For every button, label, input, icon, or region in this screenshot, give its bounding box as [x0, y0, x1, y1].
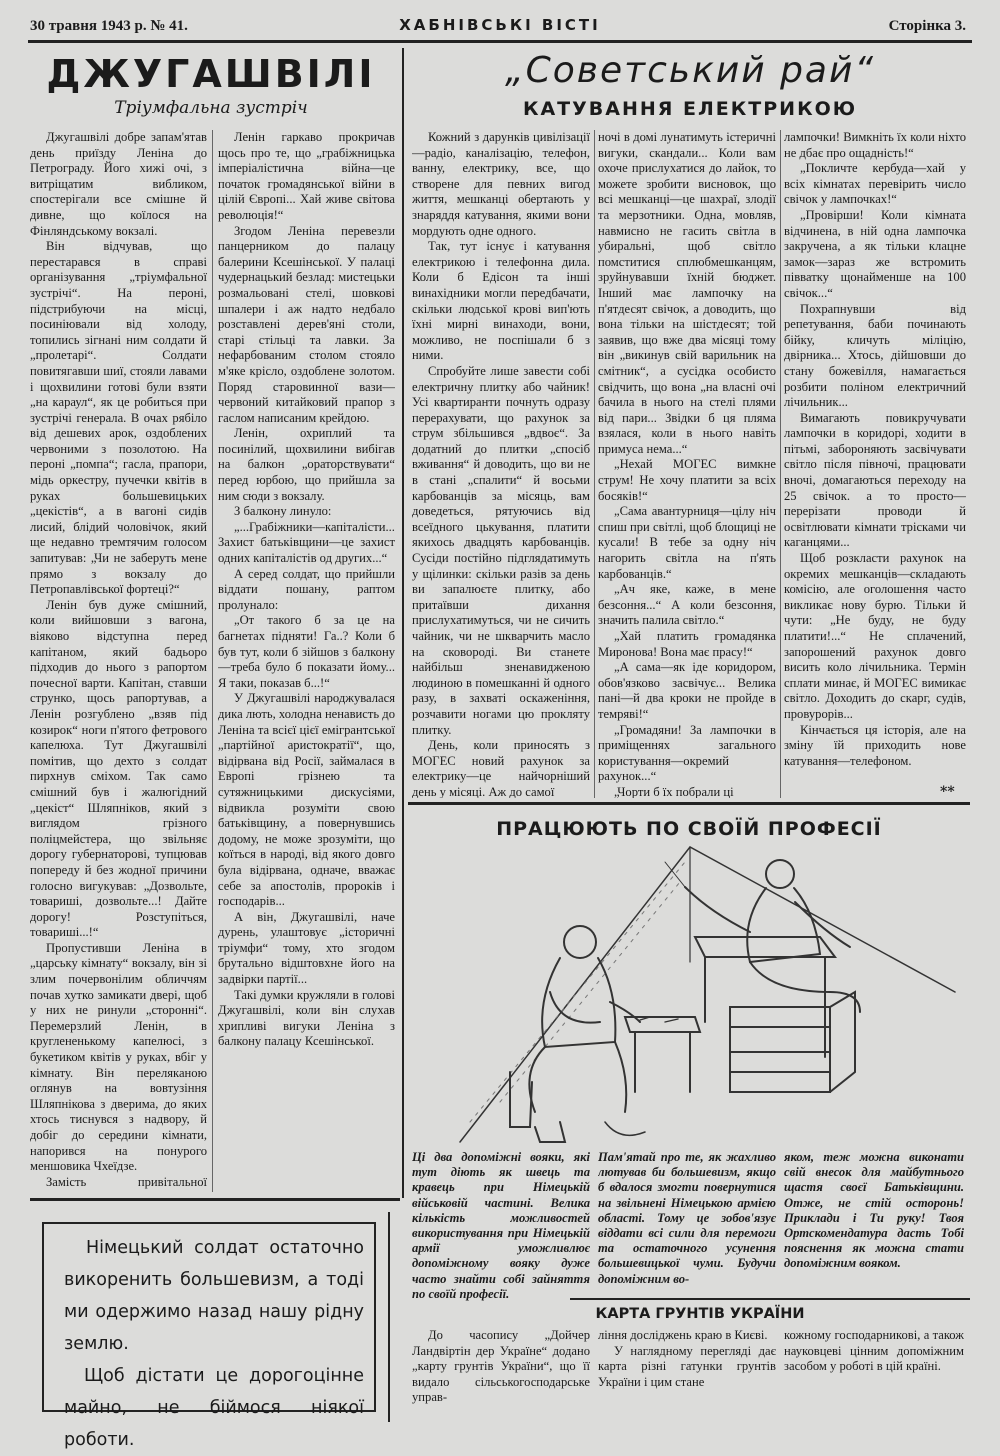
article1-paragraph: У Джугашвілі народжувалася дика лють, холодна ненависть до Леніна та всієї цієї емігрантської „партійної аристократії“, що, відірвана від Росії, займалася в Европі грізнею та сутяжницькими дискусіями, відвикла розуміти свою батьківщину, а повернувшись додому, не може зрозуміти, що коїться в народі, від якого довго була відірвана, одначе, вважає себе за апостолів, пророків і господарів...	[218, 691, 395, 909]
article1-paragraph: Згодом Леніна перевезли панцерником до палацу балерини Ксешінської. У палаці чудернацький безлад: мистецьки розмальовані стелі, шовкові шпалери і аж надто недбало розставлені дерев'яні столи, старі стільці та лавки. За нефарбованим столом стояло м'яке крісло, оздоблене золотом. Поряд старовинної вази—червоний китайковий прапор з гаслом написаним крейдою.	[218, 223, 395, 425]
article2-paragraph: Похрапнувши від репетування, баби починають бійку, кличуть міліцію, двірника... Хтось, дійшовши до стану божевілля, намагається розбити поліном електричний лічильник...	[784, 301, 966, 410]
notice-box	[42, 1222, 376, 1450]
article1-title: ДЖУГАШВІЛІ	[46, 52, 376, 96]
article2-paragraph: „Нехай МОГЕС вимкне струм! Не хочу платити за всіх босяків!“	[598, 457, 776, 503]
article3-paragraph: ління досліджень краю в Києві.	[598, 1328, 768, 1342]
article3-paragraph: кожному господарникові, а також науковцеві цінним допоміжним засобом у роботі в цій країні.	[784, 1328, 964, 1374]
article1-paragraph: Ленін, охриплий та посинілий, щохвилини вибігав на балкон „ораторствувати“ перед юрбою, що прийшла за ним сюди з вокзалу.	[218, 426, 395, 503]
article2-title: „Советський рай“	[504, 50, 876, 91]
column-divider-main	[402, 48, 404, 1198]
article1-paragraph: А він, Джугашвілі, наче дурень, улаштовує „історичні тріумфи“ тому, хто згодом брутально відштовхне його на задвірки партії...	[218, 909, 395, 987]
article1-paragraph: З балкону линуло:	[234, 504, 332, 519]
article2-paragraph: „Покличте кербуда—хай у всіх кімнатах перевірить число свічок у лампочках!“	[784, 161, 966, 207]
end-mark: **	[940, 784, 955, 800]
article1-paragraph: Він відчував, що перестарався в справі організування „тріумфальної зустрічі“. На пероні, підстрибуючи на місці, посиніювали від холоду, топились зігнані ним солдати й „пролетарі“. Солдати повитягавши шиї, стояли лавами і щохвилини готові були взяти „на караул“, як це робиться при зустрічі генерала. В очах рябіло від дешевих арок, оздоблених червоними з позолотою. На пероні „помпа“; гасла, прапори, мідь оркестру, пучечки квітів в руках большевицьких „цекістів“, а в вагоні сидів лисий, блідий чоловічок, який ще недавно тремтячим голосом запитував: „Чи не заберуть мене прямо з вокзалу до Петропавлівської фортеці?“	[30, 239, 207, 597]
article1-paragraph: Такі думки кружляли в голові Джугашвілі, коли він слухав хрипливі вигуки Леніна з балкону палацу Ксешінської.	[218, 987, 395, 1049]
article2-column-2	[598, 130, 776, 798]
issue-date: 30 травня 1943 р. № 41.	[30, 18, 188, 34]
notice-paragraph: Німецький солдат остаточно викоренить большевизм, а тоді ми одержимо назад нашу рідну землю.	[64, 1238, 364, 1354]
article1-paragraph: Ленін гаркаво прокричав щось про те, що „грабіжницька імперіалістична війна—це початок громадянської війни в цілій Європі... Хай живе світова революція!“	[218, 130, 395, 222]
article2-paragraph: „Провірши! Коли кімната відчинена, в ній одна лампочка закручена, а як тільки клацне замок—зараз же встромить півватку щонайменше на 100 свічок...“	[784, 207, 966, 300]
feature-caption-2: Пам'ятай про те, як жахливо лютував би большевизм, якщо б вдалося змогти повернутися на звільнені Німецькою армією області. Тому це зобов'язує віддати всі сили для перемоги та остаточного усунення большевицької чуми. Будучи допоміжним во-	[598, 1150, 776, 1286]
article3-title: КАРТА ГРУНТІВ УКРАЇНИ	[595, 1306, 805, 1322]
article1-bottom-rule	[30, 1198, 400, 1201]
article2-paragraph: Кінчається ця історія, але на зміну їй приходить нове катування—телефоном.	[784, 722, 966, 768]
article1-column-1	[30, 130, 207, 1192]
article2-paragraph: лампочки! Вимкніть їх коли ніхто не дбає про ощадність!“	[784, 130, 966, 160]
article2-column-divider	[594, 130, 595, 798]
article3-paragraph: До часопису „Дойчер Ландвіртін дер Україне“ додано „карту грунтів України“, що її видало сільськогосподарське управ-	[412, 1328, 590, 1405]
article2-column-3	[784, 130, 966, 798]
article1-column-2	[218, 130, 395, 1192]
article1-paragraph: „...Грабіжники—капіталісти... Захист батьківщини—це захист одних капіталістів од других...“	[218, 519, 395, 566]
header-rule	[28, 40, 972, 43]
article1-paragraph: Джугашвілі добре запам'ятав день приїзду Леніна до Петрограду. Його хижі очі, з витріщатим вибликом, спостерігали все смішне й дивне, що коїлося на Фінляндському вокзалі.	[30, 130, 207, 238]
article2-paragraph: ночі в домі лунатимуть істеричні вигуки, скандали... Коли вам охоче прислухатися до лайок, то можете зробити висновок, що всі мешканці—це шахраї, злодії та мерзотники. Одна, мовляв, навмисно не гасить світла в убиральні, щоб світло помститися сплюбмешканцям, зруйнувавши їхній бюджет. Інший має лампочку на п'ятдесят свічок, а доводить, що вона тільки на шістдесят; той заявив, що вже два місяці тому він „викинув свій варильник на смітник“, а сусідка особисто свідчить, що вона „на власні очі бачила в нього на стелі плями від пари... Звідки б ця пляма взялася, коли в нього навіть примуса нема...“	[598, 130, 776, 456]
article2-paragraph: Так, тут існує і катування електрикою і телефонна дила. Коли б Едісон та інші винахідники могли передбачати, скільки людської крові вип'ють їхні мирні винаходи, вони, можливо, не поспішали б з ними.	[412, 239, 590, 363]
article2-paragraph: Вимагають повикручувати лампочки в коридорі, ходити в пітьмі, забороняють засвічувати світло після півночі, працювати вночі, домагаються переходу на 25 свічок. а то просто—перерізати проводи й освітлювати кімнати трісками чи каганцями...	[784, 410, 966, 550]
article1-paragraph: Замість привітальної	[46, 1174, 207, 1189]
illustration-tailor-and-shoemaker	[440, 842, 960, 1147]
article1-paragraph: „От такого б за це на багнетах підняти! Га..? Коли б був тут, коли б зійшов з балкону—треба було б показати йому... Я таки, показав б...!“	[218, 613, 395, 690]
article2-paragraph: „Хай платить громадянка Миронова! Вона має прасу!“	[598, 629, 776, 659]
article2-paragraph: „Ач яке, каже, в мене безсоння...“ А коли безсоння, значить палила світло.“	[598, 582, 776, 628]
article2-paragraph: Щоб розкласти рахунок на окремих мешканців—складають комісію, але оголошення часто викликає нову бурю. Тільки й чути: „Не буду, не буду платити!...“ Не сплачений, запорошений рахунок довго висить коло лічильника. Термін сплати минає, й МОГЕС вимикає світло. Доходить до скарг, судів, провурорів...	[784, 551, 966, 721]
article2-paragraph: Спробуйте лише завести собі електричну плитку або чайник! Усі квартиранти почнуть одразу перерахувати, що рахунок за струм збільшився „вдвоє“. За додатний до плитки „спосіб вживання“ й доводить, що ви не в стані „спалити“ й восьми карбованців за місяць, вам доведеться, рятуючись від всеїдного цькування, платити якихось двадцять карбованців. Сусіди постійно підглядатимуть у щілинки: скільки разів за день ви запалюєте плитку, або притаївши дихання прислухатимуться, чи не сичить чайник, чи не шкварчить масло на сковороді. Ви станете найбільш зненавидженою людиною в помешканні й одного разу, в захваті оскаженіння, розчавити ногами цю прокляту плитку.	[412, 363, 590, 737]
article2-paragraph: „Сама авантурниця—цілу ніч спиш при світлі, щоб блощиці не кусали! В тебе за одну ніч нагорить світла на п'ять карбованців.“	[598, 504, 776, 581]
article2-column-divider	[780, 130, 781, 798]
feature-bottom-rule	[570, 1298, 970, 1300]
article1-paragraph: Пропустивши Леніна в „царську кімнату“ вокзалу, він зі злим почервонілим обличчям почав хутко замикати двері, щоб у них не ринули „сторонні“. Перемерзлий Ленін, в круглененькому капелюсі, з букетиком квітів у руках, вбіг у кімнату. Він переляканою оглянув на вовтузіння Шляпнікова з дверима, до яких хтось тиснувся з надвору, й добіг до середини кімнати, напорився на понурого меншовика Чхеїдзе.	[30, 940, 207, 1174]
article2-paragraph: „А сама—як іде коридором, обов'язково засвічує... Велика пані—й два кроки не пройде в темряві!“	[598, 660, 776, 721]
column-divider-lower	[388, 1212, 390, 1422]
article2-bottom-rule	[408, 802, 970, 805]
article2-paragraph: День, коли приносять з МОГЕС новий рахунок за електрику—це найчорніший день у місяці. Аж до самої	[412, 738, 590, 798]
article1-paragraph: А серед солдат, що прийшли віддати пошану, раптом пролунало:	[218, 566, 395, 612]
article2-column-1	[412, 130, 590, 798]
article3-column-3	[784, 1328, 964, 1422]
article2-paragraph: „Чорти б їх побрали ці	[614, 784, 734, 798]
newspaper-name: ХАБНІВСЬКІ ВІСТІ	[399, 16, 601, 34]
article1-paragraph: Ленін був дуже смішний, коли вийшовши з вагона, віяково відступна перед капітаном, який бадьоро підходив до нього з рапортом почесної варти. Капітан, ставши струнко, щось рапортував, а Ленін розгублено „взяв під козирок“ ноги п'ятого фетрового капелюха. Тут Джугашвілі помітив, що дехто з солдат пирхнув сміхом. Так само смішний був і жалюгідний „цекіст“ Шляпніков, який з виглядом грізного поліцмейстера, що звільняє дорогу губернаторові, тупцював попереду й без жодної причини голосно вигукував: „Дозвольте, товариші, дозвольте...! Дайте дорогу! Розступіться, товариші...!“	[30, 597, 207, 940]
article3-column-2	[598, 1328, 776, 1422]
feature-caption-1: Ці два допоміжні вояки, які тут діють як швець та кравець при Німецькій військовій частині. Велика кількість можливостей використування при Німецькій армії уможливлює допоміжному вояку дуже часто знайти собі зайняття по своїй професії.	[412, 1150, 590, 1301]
page-number: Сторінка 3.	[888, 18, 966, 34]
notice-paragraph: Щоб дістати це дорогоцінне майно, не біймося ніякої роботи.	[64, 1366, 364, 1450]
article3-paragraph: У наглядному перегляді дає карта різні гатунки грунтів України і цим стане	[598, 1343, 776, 1389]
article3-column-1	[412, 1328, 590, 1422]
article1-subtitle: Тріумфальна зустріч	[114, 98, 308, 118]
feature-title: ПРАЦЮЮТЬ ПО СВОЇЙ ПРОФЕСІЇ	[496, 818, 882, 840]
feature-caption-3: яком, теж можна виконати свій внесок для майбутнього щастя своєї Батьківщини. Отже, не стій осторонь! Приклади і Ти руку! Твоя Ортскомендатура дасть Тобі пояснення як можна стати допоміжним вояком.	[784, 1150, 964, 1271]
article2-subtitle: КАТУВАННЯ ЕЛЕКТРИКОЮ	[522, 98, 858, 120]
article2-paragraph: „Громадяни! За лампочки в приміщеннях загального користування—окремий рахунок...“	[598, 722, 776, 784]
article2-paragraph: Кожний з дарунків цивілізації—радіо, каналізацію, телефон, ванну, електрику, все, що створене для певних вигод життя, мешканці обертають у знаряддя катування, якими вони мордують одне одного.	[412, 130, 590, 238]
article1-column-divider	[212, 130, 213, 1192]
